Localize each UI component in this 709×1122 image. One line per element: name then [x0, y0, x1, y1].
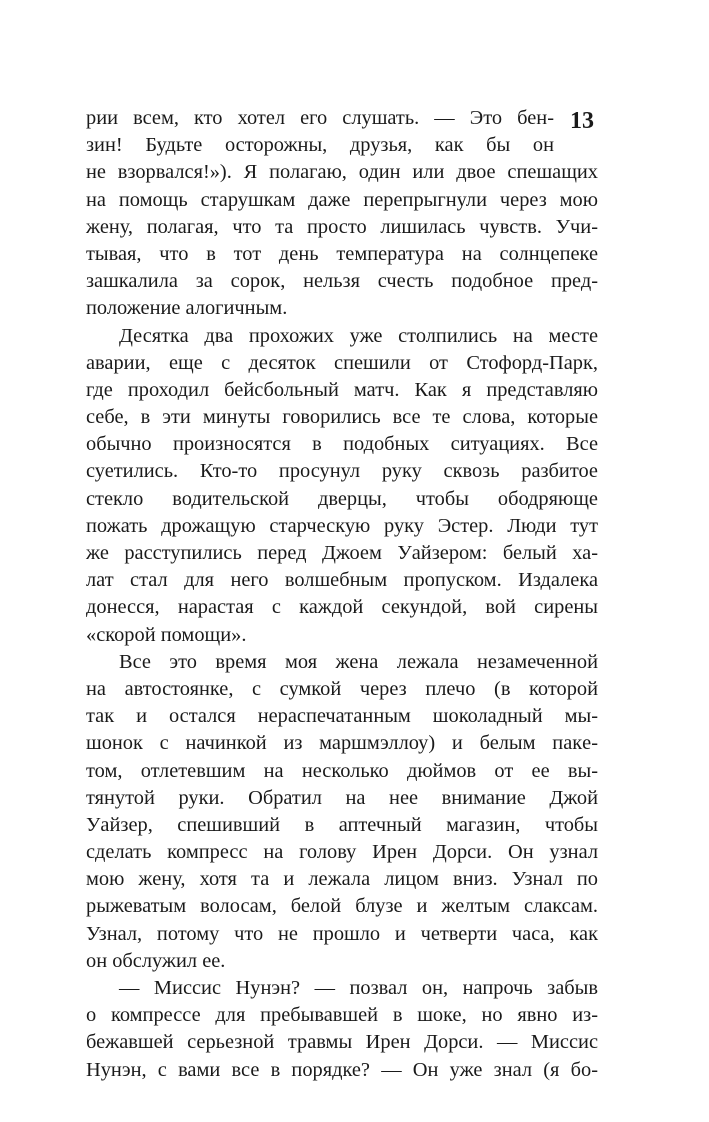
text-line: Нунэн, с вами все в порядке? — Он уже знал (я бо-: [86, 1058, 598, 1081]
text-line: обычно произносятся в подобных ситуациях. Все: [86, 433, 598, 456]
text-line: зашкалила за сорок, нельзя счесть подобное пред-: [86, 270, 598, 293]
text-line: мою жену, хотя та и лежала лицом вниз. Узнал по: [86, 868, 598, 891]
text-line: Узнал, потому что не прошло и четверти часа, как: [86, 922, 598, 945]
text-line: тянутой руки. Обратил на нее внимание Джой: [86, 786, 598, 809]
text-line: донесся, нарастая с каждой секундой, вой сирены: [86, 596, 598, 619]
text-line: о компрессе для пребывавшей в шоке, но явно из-: [86, 1004, 598, 1027]
text-line: суетились. Кто-то просунул руку сквозь разбитое: [86, 460, 598, 483]
text-line: Десятка два прохожих уже столпились на месте: [119, 324, 598, 347]
text-line: рыжеватым волосам, белой блузе и желтым слаксам.: [86, 895, 598, 918]
text-line: лат стал для него волшебным пропуском. Издалека: [86, 569, 598, 592]
text-line: — Миссис Нунэн? — позвал он, напрочь забыв: [119, 977, 598, 999]
text-line: жену, полагая, что та просто лишилась чувств. Учи-: [86, 215, 598, 238]
text-line: на автостоянке, с сумкой через плечо (в которой: [86, 677, 598, 700]
text-line: зин! Будьте осторожны, друзья, как бы он: [86, 134, 554, 157]
text-line: шонок с начинкой из маршмэллоу) и белым пакe-: [86, 732, 598, 755]
text-line: стекло водительской дверцы, чтобы ободряюще: [86, 487, 598, 510]
text-line: том, отлетевшим на несколько дюймов от ее вы-: [86, 759, 598, 782]
body-text: [86, 105, 598, 1084]
text-line: бежавшей серьезной травмы Ирен Дорси. — Миссис: [86, 1031, 598, 1054]
text-line: тывая, что в тот день температура на солнцепеке: [86, 242, 598, 265]
text-line: так и остался нераспечатанным шоколадный мы-: [86, 705, 598, 728]
text-line: рии всем, кто хотел его слушать. — Это бен-: [86, 107, 554, 129]
text-line: «скорой помощи».: [86, 623, 247, 646]
page-number: 13: [570, 108, 594, 134]
text-line: он обслужил ее.: [86, 949, 226, 972]
text-line: на помощь старушкам даже перепрыгнули через мою: [86, 188, 598, 211]
text-line: же расступились перед Джоем Уайзером: белый ха-: [86, 542, 598, 564]
text-line: Все это время моя жена лежала незамеченной: [119, 650, 598, 673]
text-line: положение алогичным.: [86, 297, 288, 320]
text-line: где проходил бейсбольный матч. Как я представляю: [86, 378, 598, 401]
text-line: Уайзер, спешивший в аптечный магазин, чтобы: [86, 813, 598, 836]
text-line: себе, в эти минуты говорились все те слова, которые: [86, 406, 598, 429]
text-line: аварии, еще с десяток спешили от Стофорд-Парк,: [86, 351, 598, 374]
text-line: сделать компресс на голову Ирен Дорси. Он узнал: [86, 841, 598, 864]
text-line: пожать дрожащую старческую руку Эстер. Люди тут: [86, 514, 598, 537]
text-line: не взорвался!»). Я полагаю, один или двое спешащих: [86, 161, 598, 184]
